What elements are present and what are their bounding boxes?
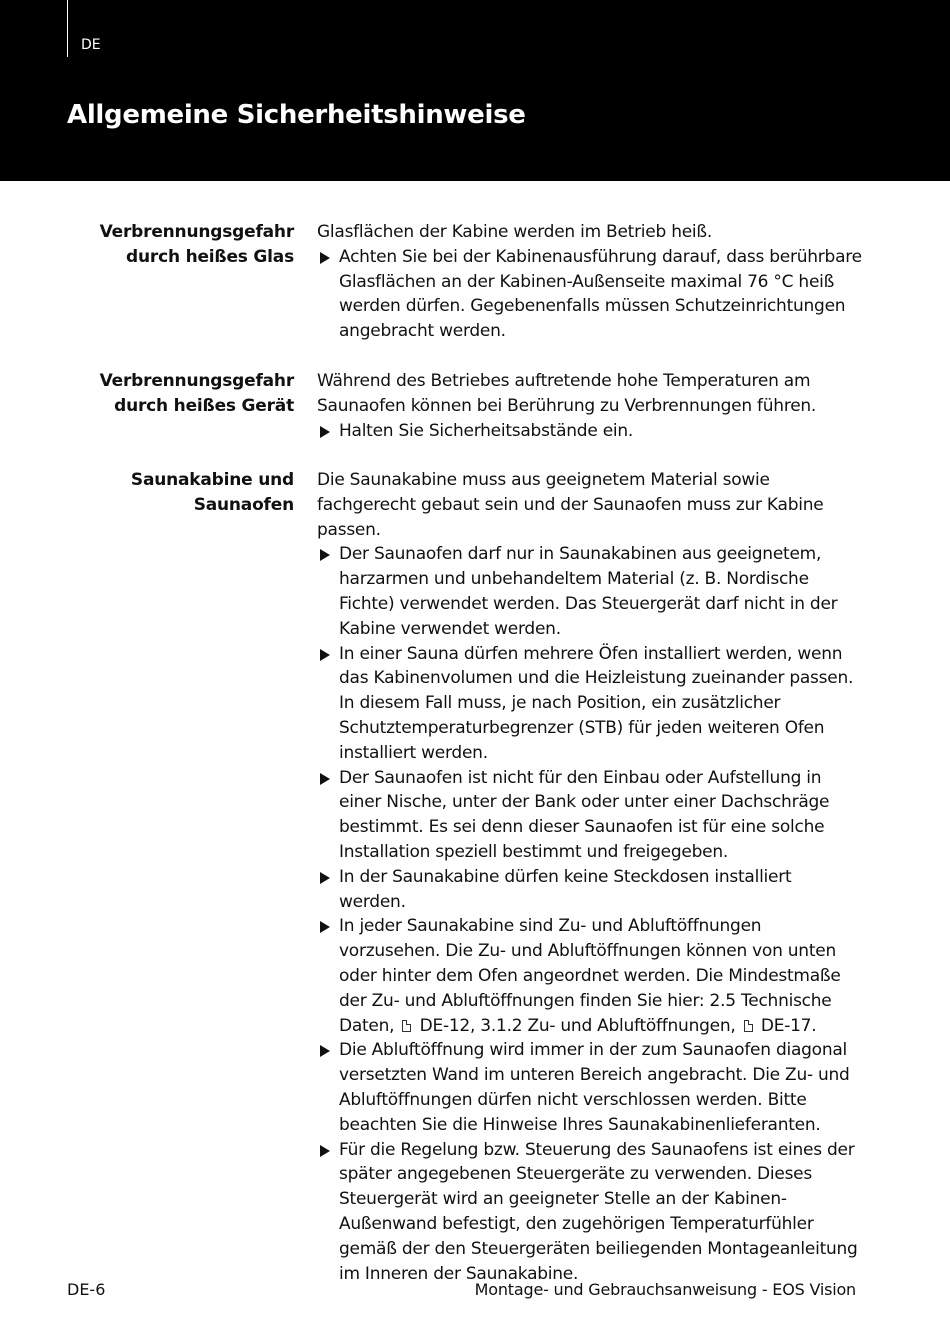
bullet-arrow-icon <box>320 921 330 933</box>
page-reference-icon <box>744 1020 753 1032</box>
section-body <box>317 220 862 344</box>
page-reference-icon <box>402 1020 411 1032</box>
intro-text: Glasflächen der Kabine werden im Betrieb heiß. <box>317 222 713 242</box>
language-tag: DE <box>81 37 101 53</box>
label-line: Verbrennungsgefahr <box>99 222 294 242</box>
label-line: Saunaofen <box>193 495 294 515</box>
section-body <box>317 468 862 1286</box>
bullet-text: In der Saunakabine dürfen keine Steckdosen installiert werden. <box>339 866 792 912</box>
intro-text: Während des Betriebes auftretende hohe Temperaturen am Saunaofen können bei Berührung zu Verbrennungen führen. <box>317 371 817 416</box>
page-header <box>0 0 950 181</box>
label-line: Saunakabine und <box>130 470 294 490</box>
header-divider <box>67 0 68 57</box>
intro-text: Die Saunakabine muss aus geeignetem Material sowie fachgerecht gebaut sein und der Saunaofen muss zur Kabine passen. <box>317 470 824 540</box>
list-item <box>317 642 862 766</box>
page-reference-link[interactable]: DE-12, 3.1.2 Zu- und Abluftöffnungen, <box>419 1015 736 1036</box>
label-line: durch heißes Glas <box>126 247 294 267</box>
bullet-arrow-icon <box>320 773 330 785</box>
list-item <box>317 419 862 444</box>
page-reference-link[interactable]: DE-17. <box>760 1015 817 1036</box>
bullet-arrow-icon <box>320 1045 330 1057</box>
bullet-text: Für die Regelung bzw. Steuerung des Saunaofens ist eines der später angegebenen Steuergeräte zu verwenden. Dieses Steuergerät wird an geeigneter Stelle an der Kabinen-Außenwand befestigt, den zugehörigen Temperaturfühler gemäß der den Steuergeräten beiliegenden Montageanleitung im Inneren der Saunakabine. <box>339 1139 858 1284</box>
section-body <box>317 369 862 443</box>
label-line: durch heißes Gerät <box>114 396 294 416</box>
bullet-arrow-icon <box>320 426 330 438</box>
bullet-text: Halten Sie Sicherheitsabstände ein. <box>339 420 634 441</box>
bullet-arrow-icon <box>320 549 330 561</box>
bullet-arrow-icon <box>320 252 330 264</box>
section-label <box>70 220 294 270</box>
list-item <box>317 914 862 1038</box>
list-item <box>317 245 862 344</box>
page-number: DE-6 <box>67 1280 106 1299</box>
bullet-arrow-icon <box>320 872 330 884</box>
bullet-text: In jeder Saunakabine sind Zu- und Abluftöffnungen vorzusehen. Die Zu- und Abluftöffnungen können von unten oder hinter dem Ofen angeordnet werden. Die Mindestmaße der Zu- und Abluftöffnungen finden Sie hier: 2.5 Technische Daten, <box>339 916 841 1036</box>
bullet-text: Die Abluftöffnung wird immer in der zum Saunaofen diagonal versetzten Wand im unteren Bereich angebracht. Die Zu- und Abluftöffnungen dürfen nicht verschlossen werden. Bitte beachten Sie die Hinweise Ihres Saunakabinenlieferanten. <box>339 1040 850 1135</box>
list-item <box>317 1138 862 1287</box>
list-item <box>317 865 862 915</box>
bullet-text: Der Saunaofen ist nicht für den Einbau oder Aufstellung in einer Nische, unter der Bank oder unter einer Dachschräge bestimmt. Es sei denn dieser Saunaofen ist für eine solche Installation speziell bestimmt und freigegeben. <box>339 767 830 862</box>
list-item <box>317 1038 862 1137</box>
bullet-arrow-icon <box>320 649 330 661</box>
document-title: Montage- und Gebrauchsanweisung - EOS Vision <box>474 1280 856 1299</box>
list-item <box>317 542 862 641</box>
bullet-text: Der Saunaofen darf nur in Saunakabinen aus geeignetem, harzarmen und unbehandeltem Material (z. B. Nordische Fichte) verwendet werden. Das Steuergerät darf nicht in der Kabine verwendet werden. <box>339 544 838 639</box>
bullet-arrow-icon <box>320 1145 330 1157</box>
page-title: Allgemeine Sicherheitshinweise <box>67 100 526 130</box>
section-label <box>70 468 294 518</box>
bullet-text: Achten Sie bei der Kabinenausführung darauf, dass berührbare Glasflächen an der Kabinen-Außenseite maximal 76 °C heiß werden dürfen. Gegebenenfalls müssen Schutzeinrichtungen angebracht werden. <box>339 246 862 342</box>
label-line: Verbrennungsgefahr <box>99 371 294 391</box>
bullet-text: In einer Sauna dürfen mehrere Öfen installiert werden, wenn das Kabinenvolumen und die Heizleistung zueinander passen. In diesem Fall muss, je nach Position, ein zusätzlicher Schutztemperaturbegrenzer (STB) für jeden weiteren Ofen installiert werden. <box>339 643 854 763</box>
section-label <box>70 369 294 419</box>
list-item <box>317 766 862 865</box>
